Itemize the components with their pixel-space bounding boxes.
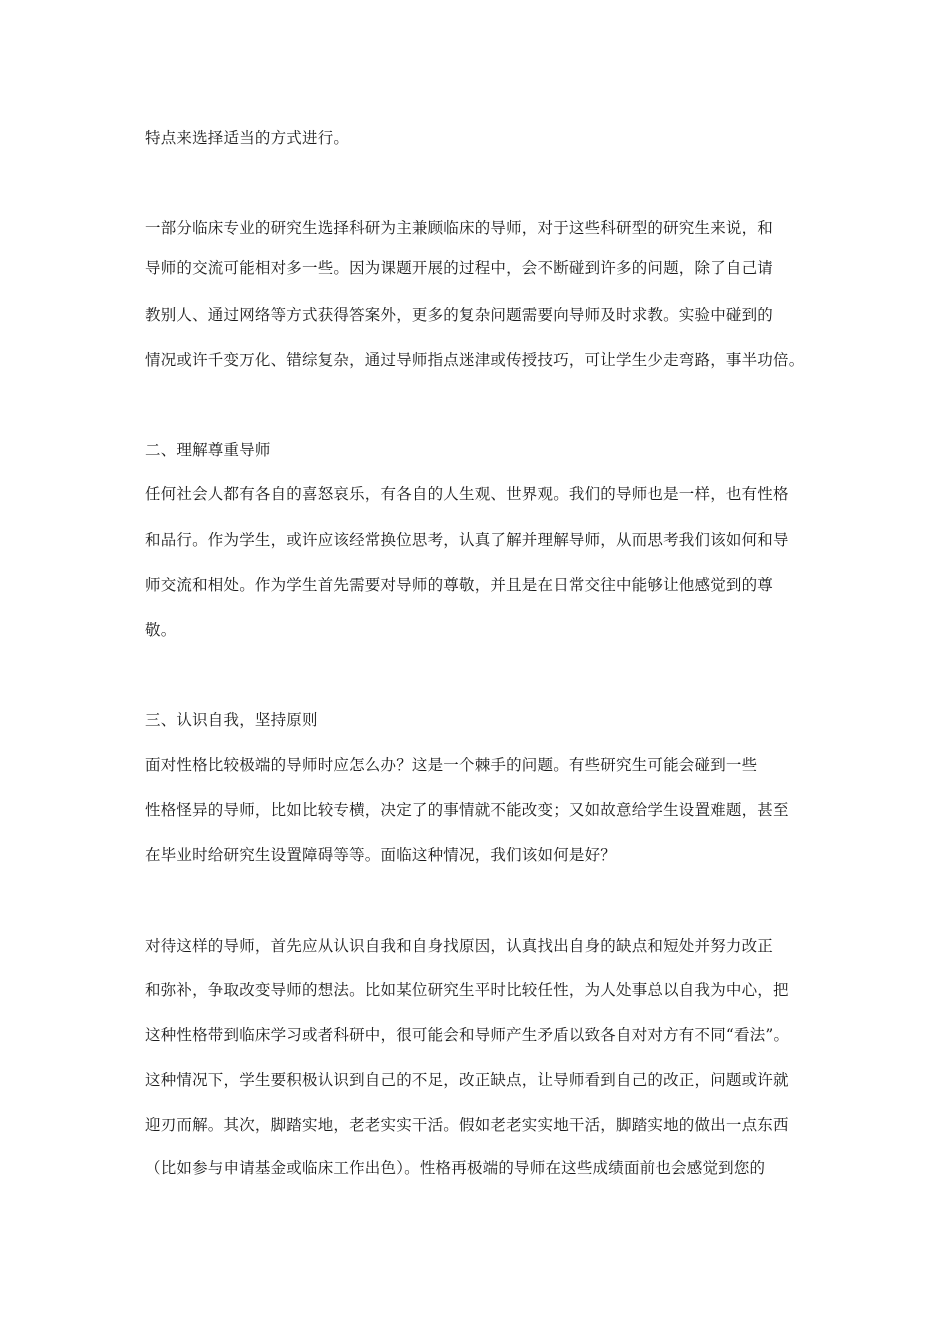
text-line: 性格怪异的导师，比如比较专横，决定了的事情就不能改变；又如故意给学生设置难题，甚至 <box>145 801 789 819</box>
text-line: （比如参与申请基金或临床工作出色）。性格再极端的导师在这些成绩面前也会感觉到您的 <box>145 1159 766 1177</box>
text-line: 任何社会人都有各自的喜怒哀乐，有各自的人生观、世界观。我们的导师也是一样，也有性格 <box>145 485 789 503</box>
text-line: 敬。 <box>145 621 177 639</box>
text-line: 迎刃而解。其次，脚踏实地，老老实实干活。假如老老实实地干活，脚踏实地的做出一点东西 <box>145 1116 789 1134</box>
section-heading: 二、理解尊重导师 <box>145 441 271 459</box>
text-line: 和品行。作为学生，或许应该经常换位思考，认真了解并理解导师，从而思考我们该如何和导 <box>145 531 789 549</box>
text-line: 对待这样的导师，首先应从认识自我和自身找原因，认真找出自身的缺点和短处并努力改正 <box>145 937 774 955</box>
text-line: 面对性格比较极端的导师时应怎么办？这是一个棘手的问题。有些研究生可能会碰到一些 <box>145 756 758 774</box>
section-heading: 三、认识自我，坚持原则 <box>145 711 318 729</box>
text-line: 这种情况下，学生要积极认识到自己的不足，改正缺点，让导师看到自己的改正，问题或许就 <box>145 1071 789 1089</box>
text-line: 一部分临床专业的研究生选择科研为主兼顾临床的导师，对于这些科研型的研究生来说，和 <box>145 219 774 237</box>
text-line: 导师的交流可能相对多一些。因为课题开展的过程中，会不断碰到许多的问题，除了自己请 <box>145 259 774 277</box>
text-line: 情况或许千变万化、错综复杂，通过导师指点迷津或传授技巧，可让学生少走弯路，事半功倍。 <box>145 351 805 369</box>
text-line: 这种性格带到临床学习或者科研中，很可能会和导师产生矛盾以致各自对对方有不同“看法”。 <box>145 1026 790 1044</box>
text-line: 特点来选择适当的方式进行。 <box>145 129 350 147</box>
text-line: 教别人、通过网络等方式获得答案外，更多的复杂问题需要向导师及时求教。实验中碰到的 <box>145 306 774 324</box>
text-line: 和弥补，争取改变导师的想法。比如某位研究生平时比较任性，为人处事总以自我为中心，把 <box>145 981 789 999</box>
text-line: 在毕业时给研究生设置障碍等等。面临这种情况，我们该如何是好？ <box>145 846 617 864</box>
text-line: 师交流和相处。作为学生首先需要对导师的尊敬，并且是在日常交往中能够让他感觉到的尊 <box>145 576 774 594</box>
